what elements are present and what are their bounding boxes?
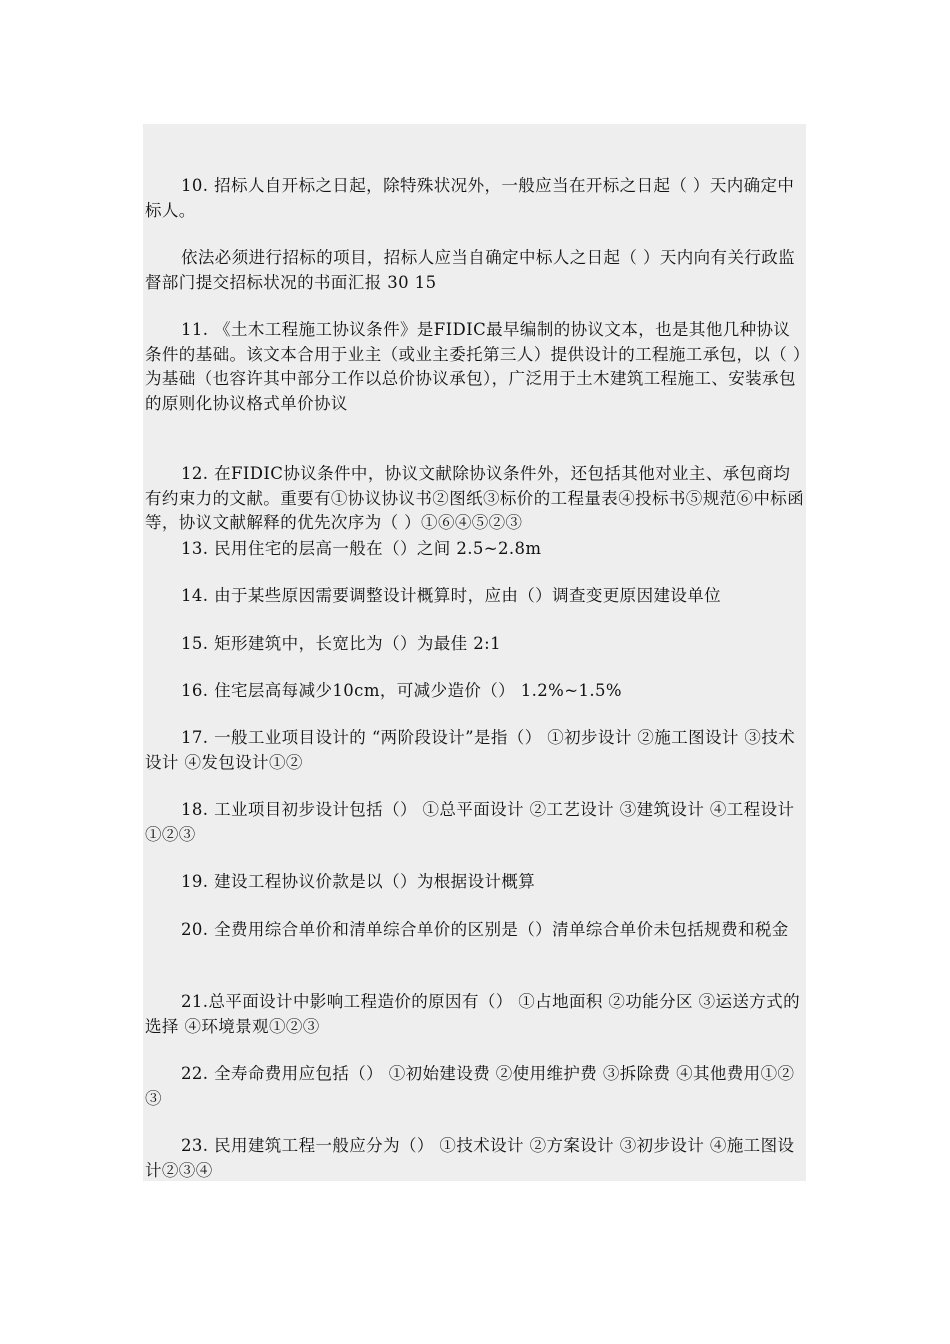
document-content bbox=[143, 124, 806, 1181]
paragraph-q20: 20. 全费用综合单价和清单综合单价的区别是（）清单综合单价未包括规费和税金 bbox=[181, 920, 789, 939]
paragraph-q15: 15. 矩形建筑中，长宽比为（）为最佳 2:1 bbox=[181, 634, 501, 653]
paragraph-q16: 16. 住宅层高每减少10cm，可减少造价（） 1.2%~1.5% bbox=[181, 681, 622, 700]
paragraph-q18: 18. 工业项目初步设计包括（） ①总平面设计 ②工艺设计 ③建筑设计 ④工程设计①②③ bbox=[145, 800, 795, 844]
paragraph-q11: 11. 《土木工程施工协议条件》是FIDIC最早编制的协议文本，也是其他几种协议条件的基础。该文本合用于业主（或业主委托第三人）提供设计的工程施工承包，以（ ）为基础（也容许其中部分工作以总价协议承包），广泛用于土木建筑工程施工、安装承包的原则化协议格式单价协议 bbox=[145, 320, 802, 413]
paragraph-q12: 12. 在FIDIC协议条件中，协议文献除协议条件外，还包括其他对业主、承包商均有约束力的文献。重要有①协议协议书②图纸③标价的工程量表④投标书⑤规范⑥中标函等，协议文献解释的优先次序为（ ）①⑥④⑤②③ bbox=[145, 464, 805, 532]
paragraph-q22: 22. 全寿命费用应包括（） ①初始建设费 ②使用维护费 ③拆除费 ④其他费用①②③ bbox=[145, 1064, 795, 1108]
paragraph-q19: 19. 建设工程协议价款是以（）为根据设计概算 bbox=[181, 872, 536, 891]
paragraph-q10: 10. 招标人自开标之日起，除特殊状况外，一般应当在开标之日起（ ）天内确定中标人。 bbox=[145, 176, 795, 220]
paragraph-q10-followup: 依法必须进行招标的项目，招标人应当自确定中标人之日起（ ）天内向有关行政监督部门提交招标状况的书面汇报 30 15 bbox=[145, 248, 796, 292]
paragraph-q17: 17. 一般工业项目设计的 “两阶段设计”是指（） ①初步设计 ②施工图设计 ③技术设计 ④发包设计①② bbox=[145, 728, 796, 772]
paragraph-q13: 13. 民用住宅的层高一般在（）之间 2.5~2.8m bbox=[181, 539, 542, 558]
paragraph-q14: 14. 由于某些原因需要调整设计概算时，应由（）调查变更原因建设单位 bbox=[181, 586, 722, 605]
paragraph-q23: 23. 民用建筑工程一般应分为（） ①技术设计 ②方案设计 ③初步设计 ④施工图设计②③④ bbox=[145, 1136, 795, 1180]
paragraph-q21: 21.总平面设计中影响工程造价的原因有（） ①占地面积 ②功能分区 ③运送方式的选择 ④环境景观①②③ bbox=[145, 992, 800, 1036]
